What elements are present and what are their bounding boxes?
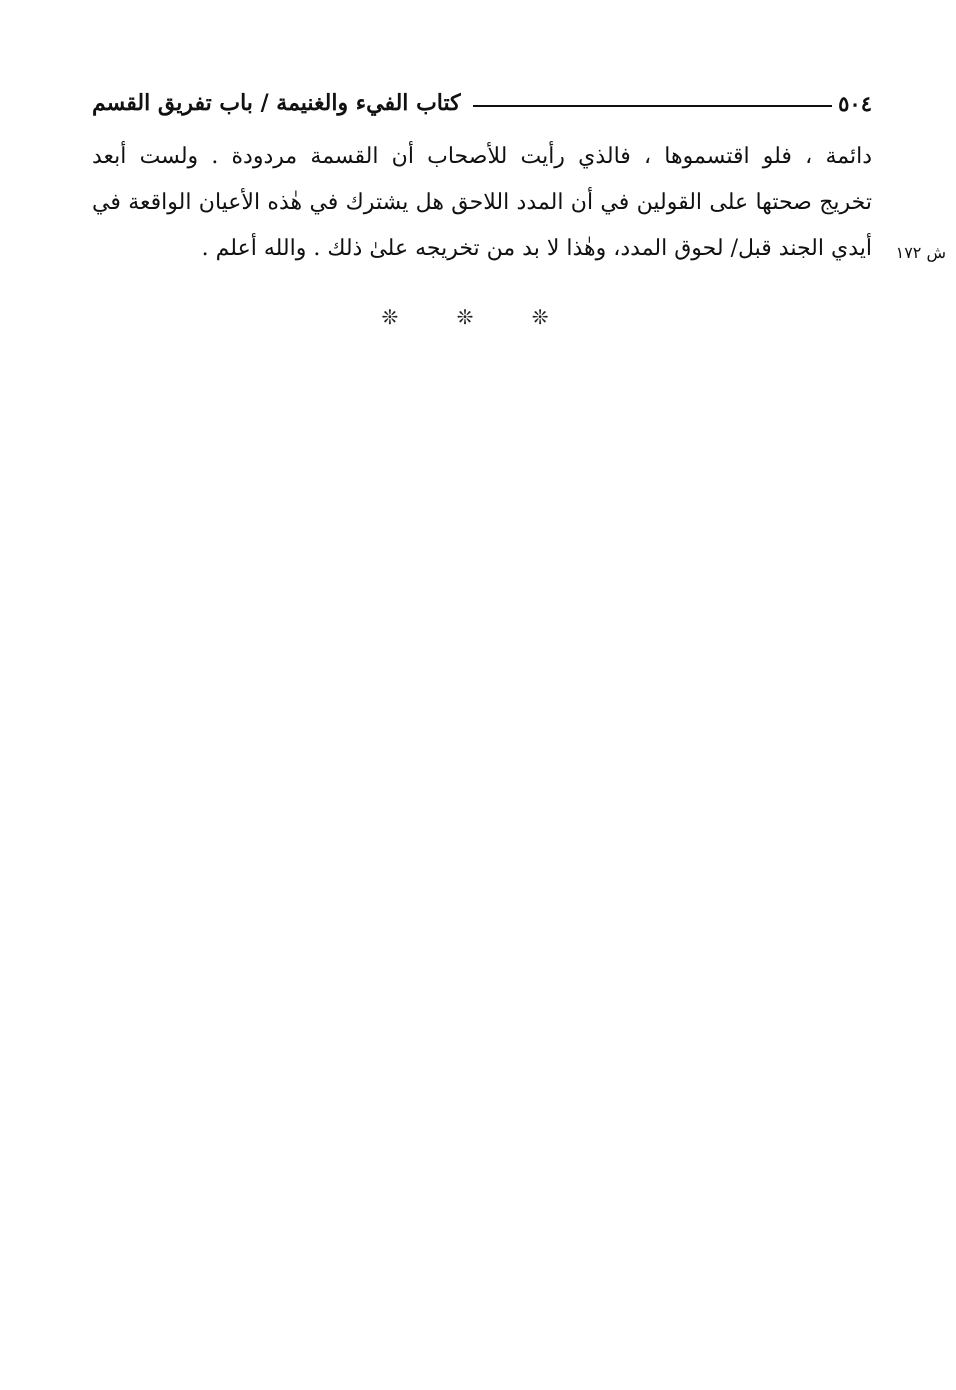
page-header (92, 86, 872, 120)
text-line-3: أيدي الجند قبل/ لحوق المدد، وهٰذا لا بد من تخريجه علىٰ ذلك . والله أعلم . (201, 236, 872, 261)
page-number: ٥٠٤ (838, 90, 872, 116)
section-end-ornament: ❊ ❊ ❊ (381, 305, 575, 329)
text-line-2: تخريج صحتها على القولين في أن المدد اللاحق هل يشترك في هٰذه الأعيان الواقعة في (92, 190, 872, 215)
header-rule (473, 105, 833, 107)
manuscript-folio-note: ش ١٧٢ (895, 243, 946, 262)
body-text (92, 134, 872, 272)
running-title: كتاب الفيء والغنيمة / باب تفريق القسم (92, 90, 461, 116)
text-line-1: دائمة ، فلو اقتسموها ، فالذي رأيت للأصحاب أن القسمة مردودة . ولست أبعد (92, 144, 872, 169)
